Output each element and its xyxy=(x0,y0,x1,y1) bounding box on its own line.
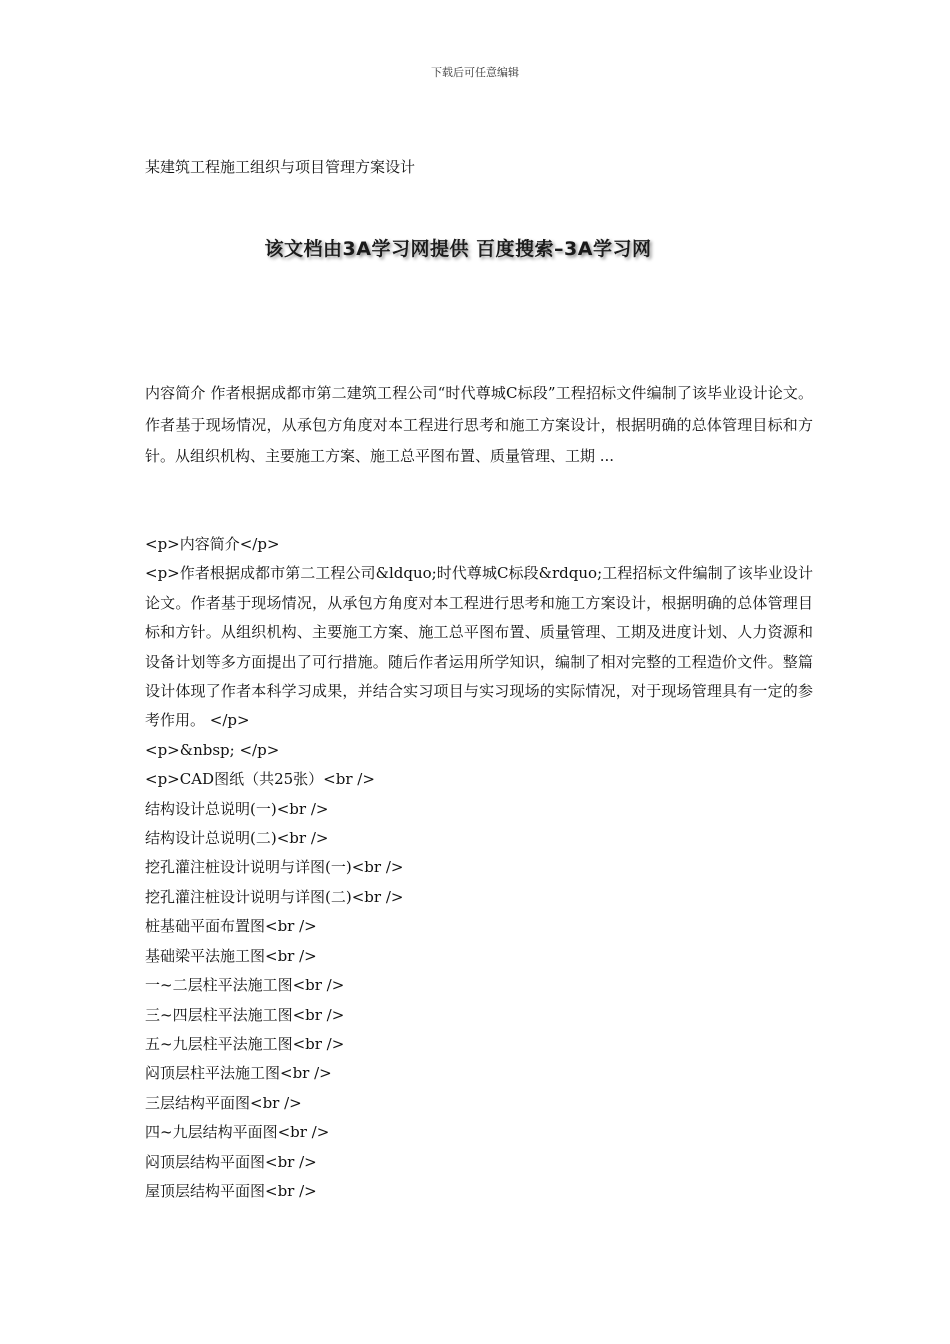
main-paragraph: <p>作者根据成都市第二工程公司&ldquo;时代尊城C标段&rdquo;工程招标文件编制了该毕业设计论文。作者基于现场情况，从承包方角度对本工程进行思考和施工方案设计，根据明确的总体管理目标和方针。从组织机构、主要施工方案、施工总平图布置、质量管理、工期及进度计划、人力资源和设备计划等多方面提出了可行措施。随后作者运用所学知识，编制了相对完整的工程造价文件。整篇设计体现了作者本科学习成果，并结合实习项目与实习现场的实际情况，对于现场管理具有一定的参考作用。 </p> xyxy=(145,564,813,730)
list-item: 挖孔灌注桩设计说明与详图(一)<br /> xyxy=(145,858,404,877)
list-item: 三层结构平面图<br /> xyxy=(145,1093,302,1112)
list-item: 结构设计总说明(一)<br /> xyxy=(145,799,329,818)
intro-tag-line: <p>内容简介</p> xyxy=(145,535,280,553)
nbsp-line: <p>&nbsp; </p> xyxy=(145,740,280,759)
list-item: 屋顶层结构平面图<br /> xyxy=(145,1181,317,1200)
list-item: 闷顶层柱平法施工图<br /> xyxy=(145,1064,332,1083)
document-body xyxy=(145,530,813,1206)
list-item: 三~四层柱平法施工图<br /> xyxy=(145,1005,345,1024)
page-header-note: 下载后可任意编辑 xyxy=(431,66,519,79)
list-item: 桩基础平面布置图<br /> xyxy=(145,917,317,936)
summary-paragraph: 内容简介 作者根据成都市第二建筑工程公司“时代尊城C标段”工程招标文件编制了该毕业设计论文。作者基于现场情况，从承包方角度对本工程进行思考和施工方案设计，根据明确的总体管理目标和方针。从组织机构、主要施工方案、施工总平图布置、质量管理、工期 ... xyxy=(145,384,813,465)
watermark-banner: 该文档由3A学习网提供 百度搜索–3A学习网 xyxy=(264,238,652,260)
list-item: <p>CAD图纸（共25张）<br /> xyxy=(145,770,375,789)
list-item: 一~二层柱平法施工图<br /> xyxy=(145,976,345,995)
list-item: 基础梁平法施工图<br /> xyxy=(145,946,317,965)
document-title: 某建筑工程施工组织与项目管理方案设计 xyxy=(145,158,416,176)
list-item: 挖孔灌注桩设计说明与详图(二)<br /> xyxy=(145,887,404,906)
list-item: 四~九层结构平面图<br /> xyxy=(145,1123,330,1142)
list-item: 五~九层柱平法施工图<br /> xyxy=(145,1034,345,1053)
list-item: 闷顶层结构平面图<br /> xyxy=(145,1152,317,1171)
list-item: 结构设计总说明(二)<br /> xyxy=(145,829,329,848)
